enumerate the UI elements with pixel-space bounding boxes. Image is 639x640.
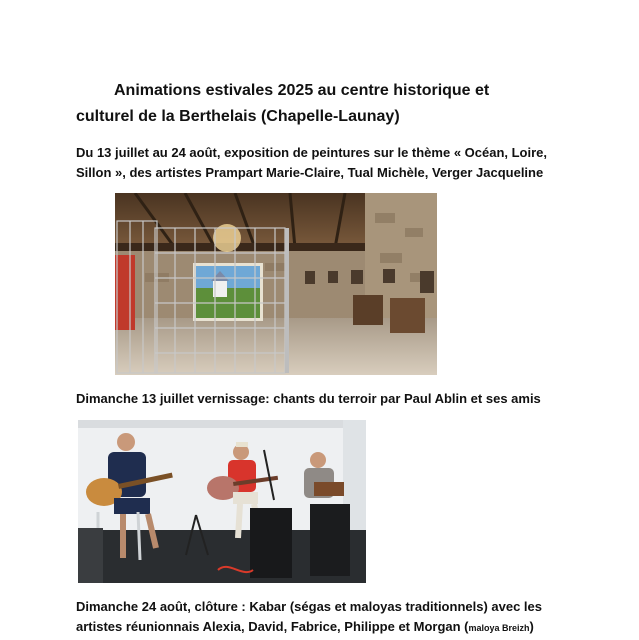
- vernissage-paragraph: Dimanche 13 juillet vernissage: chants du terroir par Paul Ablin et ses amis: [76, 391, 541, 406]
- closing-line-2-main: artistes réunionnais Alexia, David, Fabrice, Philippe et Morgan (: [76, 619, 469, 634]
- title-line-2: culturel de la Berthelais (Chapelle-Launay): [76, 108, 400, 125]
- document-title: [76, 78, 576, 130]
- closing-line-2-end: ): [529, 619, 534, 634]
- exhibition-hall-photo: [115, 193, 437, 375]
- exhibition-line-1: Du 13 juillet au 24 août, exposition de peintures sur le thème « Océan, Loire,: [76, 145, 548, 160]
- exhibition-paragraph: [76, 143, 576, 183]
- maloya-breizh-label: maloya Breizh: [468, 623, 530, 633]
- closing-line-2: [76, 617, 576, 638]
- closing-line-1: Dimanche 24 août, clôture : Kabar (ségas et maloyas traditionnels) avec les: [76, 599, 543, 614]
- musicians-concert-photo: [78, 420, 366, 583]
- closing-paragraph: [76, 597, 576, 638]
- exhibition-line-2: Sillon », des artistes Prampart Marie-Claire, Tual Michèle, Verger Jacqueline: [76, 165, 544, 180]
- title-line-1: Animations estivales 2025 au centre historique et: [114, 82, 490, 99]
